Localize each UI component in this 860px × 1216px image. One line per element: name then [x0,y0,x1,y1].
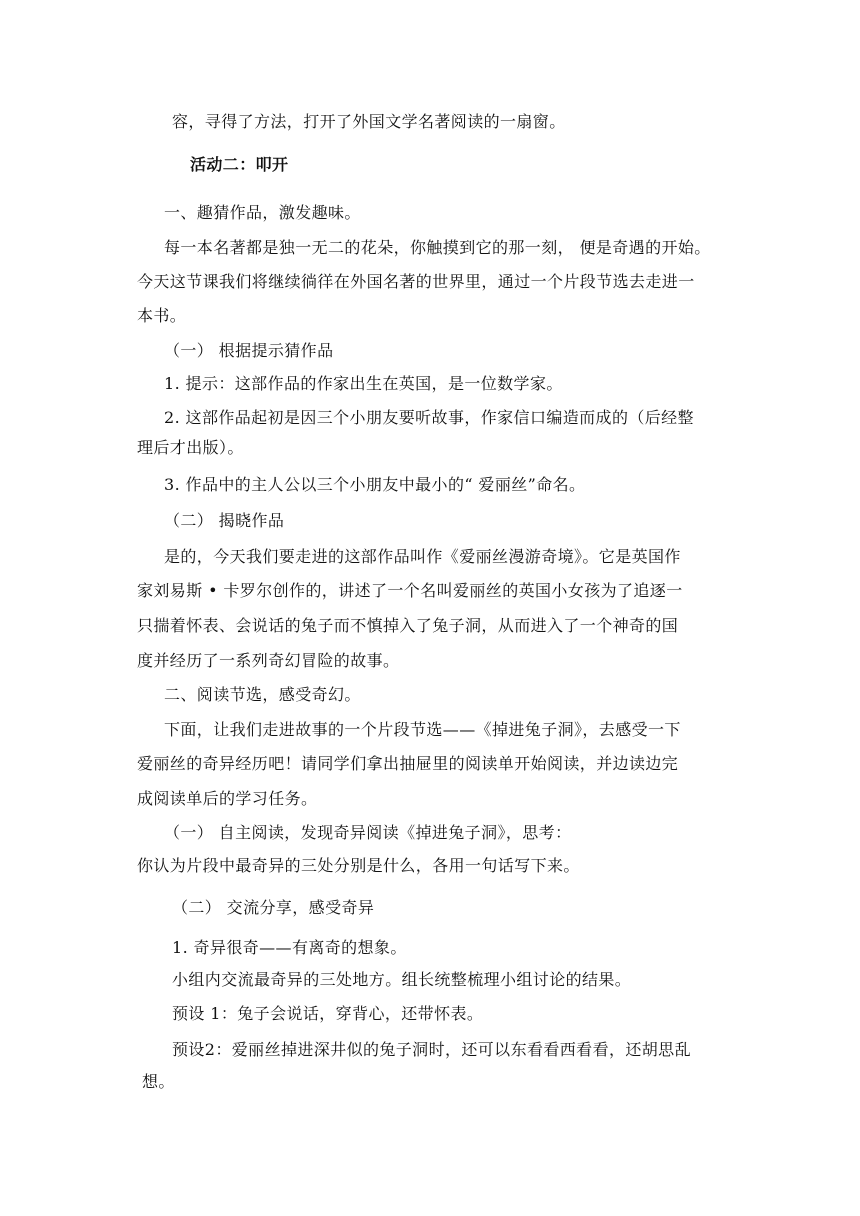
paragraph-line: 下面，让我们走进故事的一个片段节选——《掉进兔子洞》，去感受一下 [164,720,681,739]
paragraph-line: 成阅读单后的学习任务。 [137,789,318,808]
paragraph-line: 是的，今天我们要走进的这部作品叫作《爱丽丝漫游奇境》。它是英国作 [164,547,681,566]
paragraph-line: 今天这节课我们将继续徜徉在外国名著的世界里，通过一个片段节选去走进一 [137,272,695,291]
activity-heading: 活动二：叩开 [190,155,289,174]
paragraph-line: 每一本名著都是独一无二的花朵，你触摸到它的那一刻， 便是奇遇的开始。 [164,238,711,257]
paragraph-line: 本书。 [137,306,187,325]
subsection-heading: （一） 自主阅读，发现奇异阅读《掉进兔子洞》，思考： [164,823,572,842]
preset-line-continuation: 想。 [142,1072,175,1091]
section-heading-1: 一、趣猜作品，激发趣味。 [164,203,361,222]
paragraph-line: 只揣着怀表、会说话的兔子而不慎掉入了兔子洞，从而进入了一个神奇的国 [137,616,679,635]
list-item-continuation: 理后才出版）。 [137,438,244,457]
list-item: 3. 作品中的主人公以三个小朋友中最小的“ 爱丽丝”命名。 [164,475,586,494]
paragraph-line: 爱丽丝的奇异经历吧！请同学们拿出抽屉里的阅读单开始阅读，并边读边完 [137,754,679,773]
list-item: 1. 奇异很奇——有离奇的想象。 [172,938,407,957]
subsection-heading: （二） 交流分享，感受奇异 [172,898,375,917]
list-item: 2. 这部作品起初是因三个小朋友要听故事，作家信口编造而成的（后经整 [164,408,694,427]
paragraph-line: 你认为片段中最奇异的三处分别是什么，各用一句话写下来。 [137,856,580,875]
paragraph-line: 小组内交流最奇异的三处地方。组长统整梳理小组讨论的结果。 [172,970,632,989]
preset-line: 预设 1：兔子会说话，穿背心，还带怀表。 [172,1004,484,1023]
subsection-heading: （二） 揭晓作品 [164,511,285,530]
paragraph-line: 度并经历了一系列奇幻冒险的故事。 [137,651,400,670]
paragraph-line: 家刘易斯 • 卡罗尔创作的，讲述了一个名叫爱丽丝的英国小女孩为了追逐一 [137,581,683,600]
text-line-continuation: 容，寻得了方法，打开了外国文学名著阅读的一扇窗。 [172,112,566,131]
section-heading-2: 二、阅读节选，感受奇幻。 [164,685,361,704]
subsection-heading: （一） 根据提示猜作品 [164,341,334,360]
list-item: 1. 提示：这部作品的作家出生在英国，是一位数学家。 [164,374,563,393]
preset-line: 预设2：爱丽丝掉进深井似的兔子洞时，还可以东看看西看看，还胡思乱 [172,1040,691,1059]
